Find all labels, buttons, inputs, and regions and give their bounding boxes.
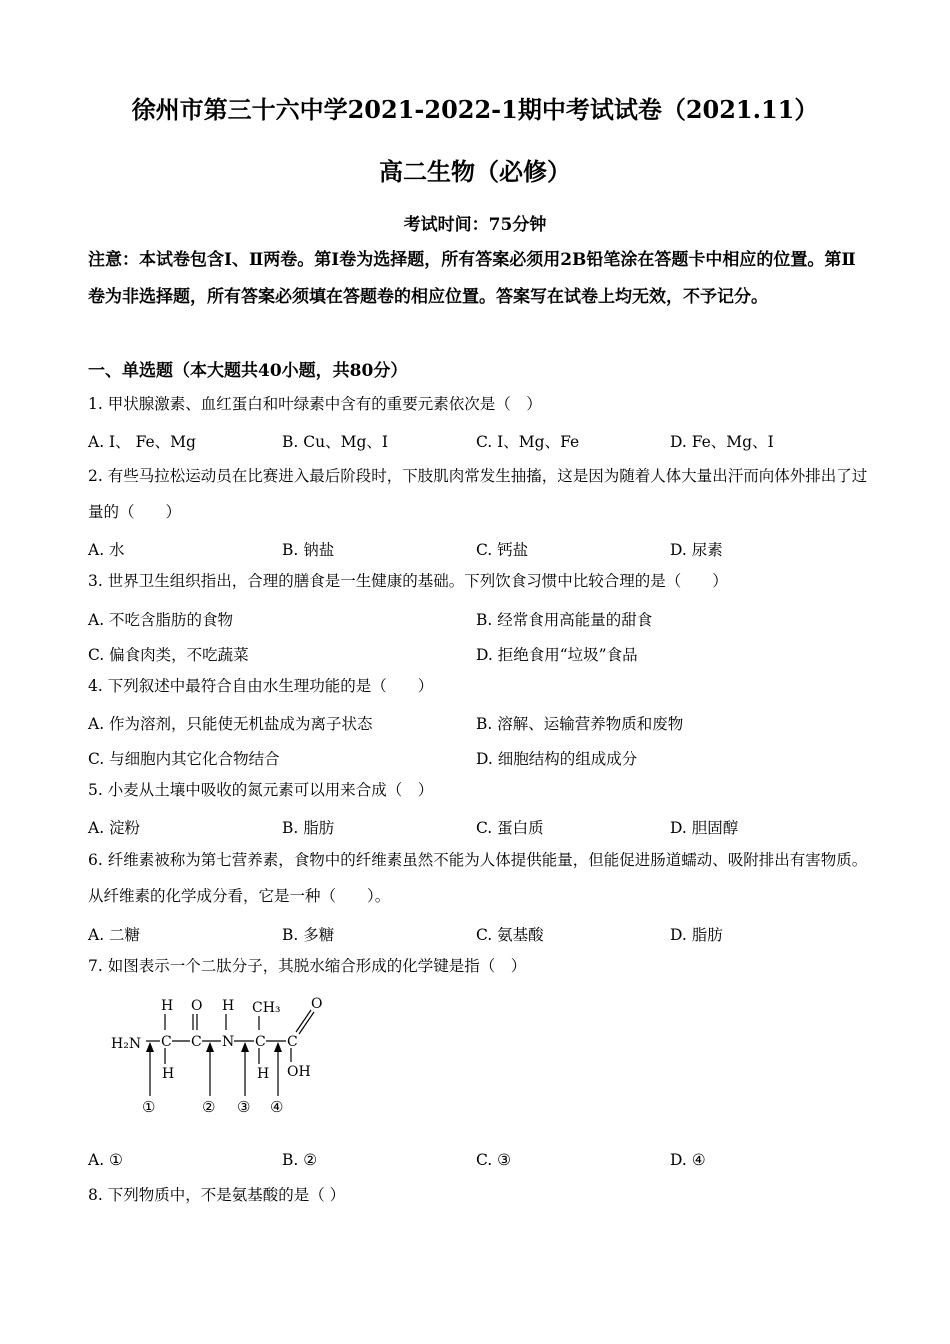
hydrogen-3-bottom-label: H [257,1066,270,1082]
q4-option-d: D. 细胞结构的组成成分 [476,750,638,768]
q3-option-d: D. 拒绝食用“垃圾”食品 [476,646,638,664]
marker-3-label: ③ [237,1098,251,1116]
h2n-group-label: H₂N [111,1036,142,1052]
q6-option-c: C. 氨基酸 [476,926,544,944]
q2-option-a: A. 水 [88,541,125,559]
question-4-stem: 4. 下列叙述中最符合自由水生理功能的是（ ） [88,677,434,695]
q5-option-d: D. 胆固醇 [670,819,739,837]
q2-option-d: D. 尿素 [670,541,723,559]
hydrogen-n-label: H [222,998,235,1014]
q2-option-c: C. 钙盐 [476,541,529,559]
oxygen-2-label: O [311,996,323,1012]
marker-1-label: ① [142,1098,156,1116]
question-2-stem: 2. 有些马拉松运动员在比赛进入最后阶段时，下肢肌肉常发生抽搐，这是因为随着人体大量出汗而向体外排出了过量的（ ） [88,467,868,521]
q1-option-b: B. Cu、Mg、I [282,433,389,451]
q5-option-c: C. 蛋白质 [476,819,544,837]
arrow-1-head [146,1042,154,1052]
q4-option-b: B. 溶解、运输营养物质和废物 [476,715,684,733]
q5-option-a: A. 淀粉 [88,819,141,837]
question-1-stem: 1. 甲状腺激素、血红蛋白和叶绿素中含有的重要元素依次是（ ） [88,395,542,413]
q7-option-d: D. ④ [670,1151,706,1169]
q4-option-a: A. 作为溶剂，只能使无机盐成为离子状态 [88,715,373,733]
q1-option-c: C. I、Mg、Fe [476,433,580,451]
hydrogen-1-top-label: H [161,998,174,1014]
carbon-3-label: C [255,1034,266,1050]
q3-option-b: B. 经常食用高能量的甜食 [476,611,653,629]
oxygen-1-label: O [191,998,203,1014]
arrow-3-head [241,1042,249,1052]
marker-2-label: ② [202,1098,216,1116]
q3-option-c: C. 偏食肉类，不吃蔬菜 [88,646,249,664]
q7-option-c: C. ③ [476,1151,512,1169]
dipeptide-structure-diagram [105,992,335,1117]
ch3-group-label: CH₃ [252,1000,281,1016]
arrow-2-head [206,1042,214,1052]
question-3-stem: 3. 世界卫生组织指出，合理的膳食是一生健康的基础。下列饮食习惯中比较合理的是（ ） [88,572,728,590]
arrow-4-head [274,1042,282,1052]
section-title: 一、单选题（本大题共40小题，共80分） [88,361,408,381]
q3-option-a: A. 不吃含脂肪的食物 [88,611,234,629]
carbon-1-label: C [161,1034,172,1050]
bond-c4-o-b [299,1012,314,1034]
hydrogen-1-bottom-label: H [162,1066,175,1082]
oh-group-label: OH [287,1064,311,1080]
bond-c4-o-a [296,1010,311,1032]
q6-option-b: B. 多糖 [282,926,335,944]
exam-time: 考试时间：75分钟 [403,215,547,235]
marker-4-label: ④ [270,1098,284,1116]
question-5-stem: 5. 小麦从土壤中吸收的氮元素可以用来合成（ ） [88,781,434,799]
question-6-stem: 6. 纤维素被称为第七营养素，食物中的纤维素虽然不能为人体提供能量，但能促进肠道蠕动、吸附排出有害物质。从纤维素的化学成分看，它是一种（ ）。 [88,851,868,905]
exam-subtitle: 高二生物（必修） [379,157,571,186]
q1-option-d: D. Fe、Mg、I [670,433,774,451]
q6-option-d: D. 脂肪 [670,926,723,944]
q7-option-b: B. ② [282,1151,318,1169]
question-7-stem: 7. 如图表示一个二肽分子，其脱水缩合形成的化学键是指（ ） [88,957,527,975]
q1-option-a: A. I、 Fe、Mg [88,433,196,451]
nitrogen-label: N [222,1034,235,1050]
carbon-4-label: C [287,1034,298,1050]
q4-option-c: C. 与细胞内其它化合物结合 [88,750,280,768]
q2-option-b: B. 钠盐 [282,541,335,559]
q5-option-b: B. 脂肪 [282,819,335,837]
question-8-stem: 8. 下列物质中，不是氨基酸的是（ ） [88,1186,346,1204]
exam-notice: 注意：本试卷包含Ⅰ、Ⅱ两卷。第Ⅰ卷为选择题，所有答案必须用2B铅笔涂在答题卡中相应的位置。第Ⅱ卷为非选择题，所有答案必须填在答题卷的相应位置。答案写在试卷上均无效，不予记分。 [88,250,856,307]
q6-option-a: A. 二糖 [88,926,141,944]
exam-title: 徐州市第三十六中学2021-2022-1期中考试试卷（2021.11） [131,95,819,124]
q7-option-a: A. ① [88,1151,123,1169]
carbon-2-label: C [191,1034,202,1050]
